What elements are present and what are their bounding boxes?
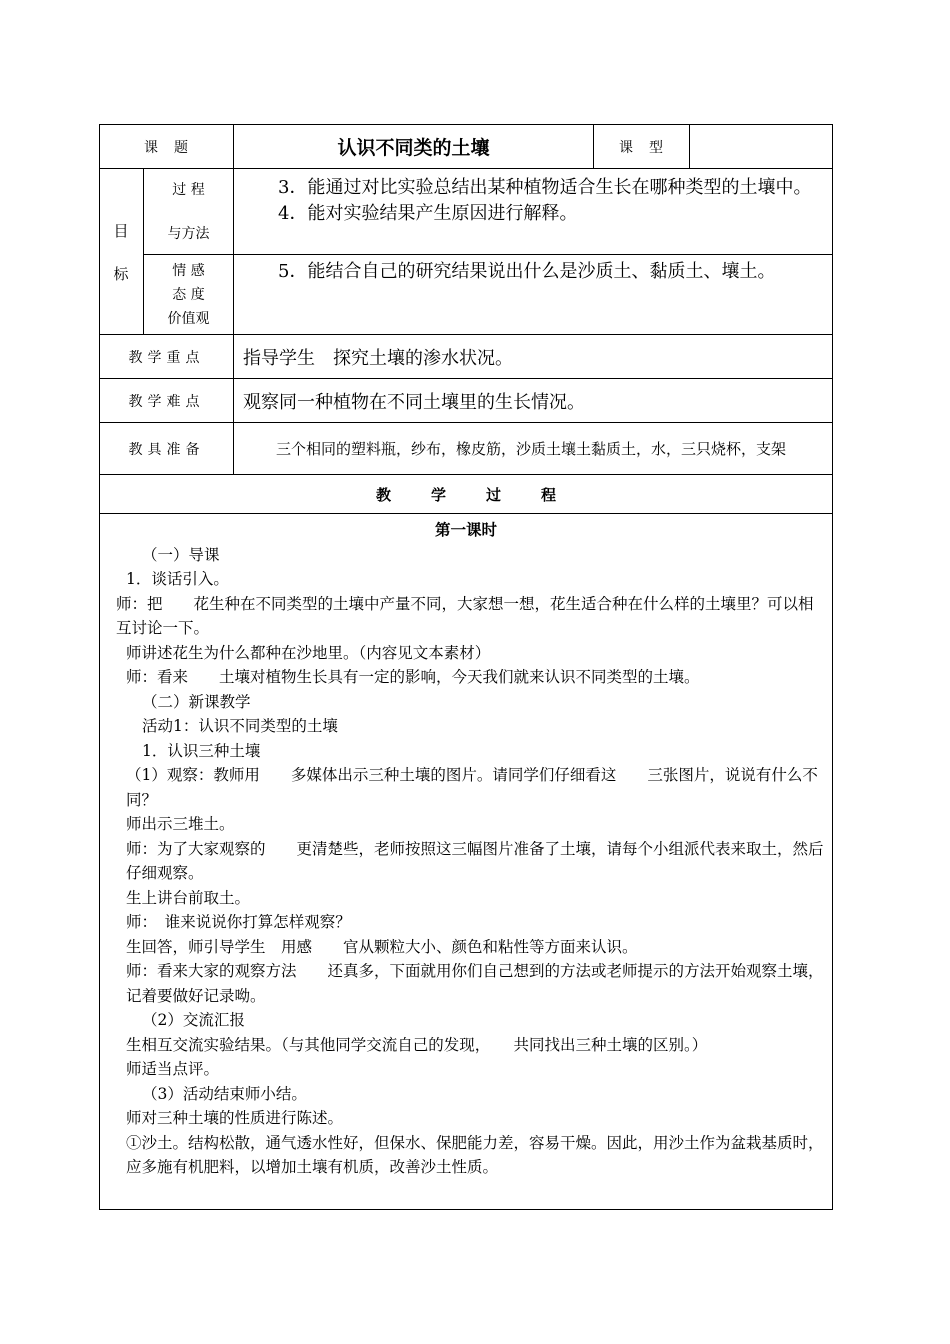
process-label-line1: 过 程: [172, 181, 205, 198]
lesson-plan-page: [99, 124, 832, 1210]
materials-label: 教具准备: [100, 423, 234, 475]
process-heading-row: [100, 475, 833, 514]
process-line: 师出示三堆土。: [126, 815, 235, 833]
topic-label: 课 题: [100, 125, 234, 169]
goals-side-label-bottom: 标: [113, 264, 130, 283]
process-line: 1．谈话引入。: [126, 570, 229, 588]
process-line: 师：为了大家观察的 更清楚些，老师按照这三幅图片准备了土壤，请每个小组派代表来取土，然后仔细观察。: [126, 839, 824, 882]
type-value: [690, 125, 833, 169]
emotion-label: [144, 255, 234, 335]
process-line: 师适当点评。: [126, 1060, 220, 1078]
emotion-label-line2: 态 度: [172, 286, 205, 303]
key-point-row: [100, 335, 833, 379]
process-lines: [108, 543, 824, 1180]
process-line: 师：看来 土壤对植物生长具有一定的影响，今天我们就来认识不同类型的土壤。: [126, 668, 700, 686]
process-heading: 教学过程: [100, 475, 833, 514]
process-line: （1）观察：教师用 多媒体出示三种土壤的图片。请同学们仔细看这 三张图片，说说有什么不同？: [126, 766, 818, 809]
process-label-line2: 与方法: [167, 225, 210, 242]
process-line: 1．认识三种土壤: [142, 741, 261, 760]
process-line: （2）交流汇报: [142, 1011, 245, 1029]
lesson-title: 第一课时: [434, 520, 497, 539]
materials-value: [234, 423, 833, 475]
process-line: （二）新课教学: [142, 692, 251, 711]
process-line: 师： 谁来说说你打算怎样观察？: [126, 913, 351, 931]
process-method-label: [144, 169, 234, 255]
lesson-plan-table: [99, 124, 833, 1210]
process-body: [100, 514, 833, 1210]
emotion-content: [234, 255, 833, 335]
process-line: 生相互交流实验结果。（与其他同学交流自己的发现， 共同找出三种土壤的区别。）: [126, 1035, 708, 1054]
goals-side-label-top: 目: [113, 221, 130, 240]
goal-item-5: 5．能结合自己的研究结果说出什么是沙质土、黏质土、壤土。: [278, 261, 776, 282]
topic-row: [100, 125, 833, 169]
topic-title: 认识不同类的土壤: [234, 125, 594, 169]
materials-row: [100, 423, 833, 475]
goal-item-4: 4．能对实验结果产生原因进行解释。: [278, 203, 578, 224]
key-point-value: 指导学生 探究土壤的渗水状况。: [234, 335, 833, 379]
type-label: 课 型: [594, 125, 690, 169]
process-line: 师讲述花生为什么都种在沙地里。（内容见文本素材）: [126, 643, 491, 662]
process-line: 师对三种土壤的性质进行陈述。: [126, 1109, 344, 1127]
goals-side-label: [100, 169, 144, 335]
goal-item-3: 3．能通过对比实验总结出某种植物适合生长在哪种类型的土壤中。: [278, 177, 812, 198]
emotion-label-line1: 情 感: [172, 262, 205, 279]
emotion-label-line3: 价值观: [167, 310, 210, 327]
process-body-row: [100, 514, 833, 1210]
difficulty-row: [100, 379, 833, 423]
process-line: 生回答，师引导学生 用感 官从颗粒大小、颜色和粘性等方面来认识。: [126, 937, 638, 956]
process-line: 师：看来大家的观察方法 还真多，下面就用你们自己想到的方法或老师提示的方法开始观察土壤，记着要做好记录呦。: [126, 962, 824, 1005]
process-line: ①沙土。结构松散，通气透水性好，但保水、保肥能力差，容易干燥。因此，用沙土作为盆栽基质时，应多施有机肥料，以增加土壤有机质，改善沙土性质。: [126, 1133, 824, 1176]
process-line: （3）活动结束师小结。: [142, 1084, 307, 1103]
process-line: 生上讲台前取土。: [126, 888, 251, 907]
process-method-content: [234, 169, 833, 255]
key-point-label: 教学重点: [100, 335, 234, 379]
process-line: 师：把 花生种在不同类型的土壤中产量不同，大家想一想，花生适合种在什么样的土壤里？可以相互讨论一下。: [116, 594, 814, 637]
difficulty-value: 观察同一种植物在不同土壤里的生长情况。: [234, 379, 833, 423]
difficulty-label: 教学难点: [100, 379, 234, 423]
goal-emotion-row: [100, 255, 833, 335]
goal-process-row: [100, 169, 833, 255]
process-line: （一）导课: [142, 545, 220, 564]
materials-text: 三个相同的塑料瓶，纱布，橡皮筋，沙质土壤土黏质土，水，三只烧杯，支架: [276, 439, 787, 458]
process-line: 活动1：认识不同类型的土壤: [142, 717, 338, 735]
